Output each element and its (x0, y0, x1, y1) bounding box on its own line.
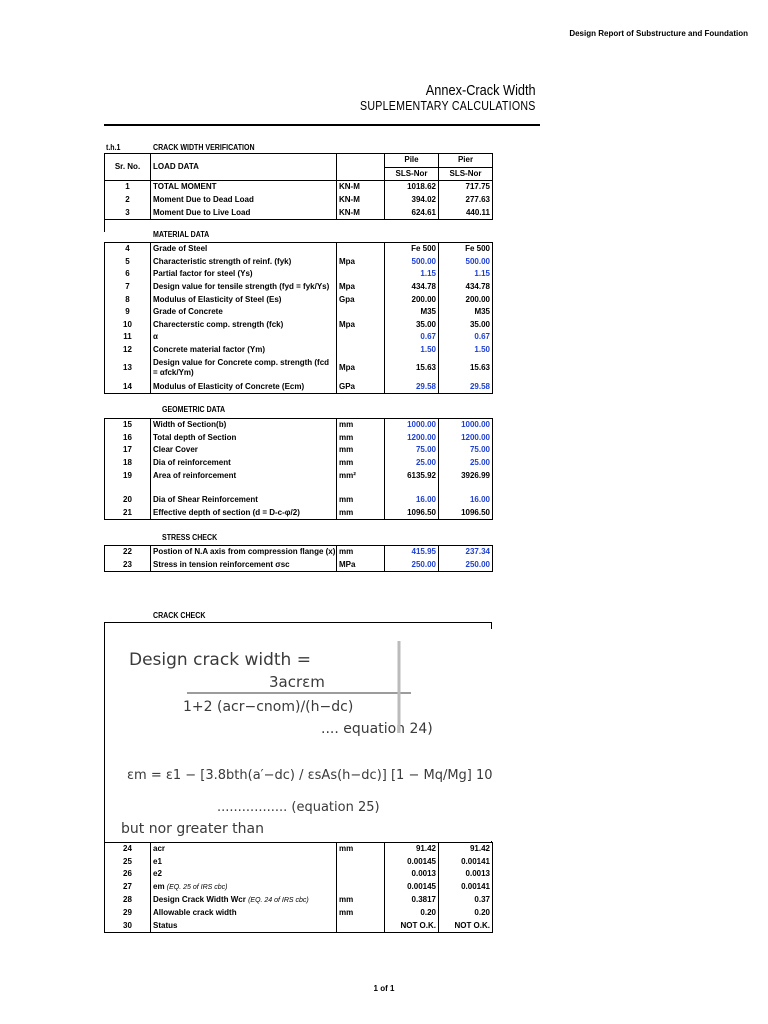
col-pile-subheader: SLS-Nor (385, 167, 439, 181)
report-header: Design Report of Substructure and Foundation (569, 29, 748, 38)
row-unit: mm (337, 546, 385, 559)
pier-value: Fe 500 (439, 243, 493, 256)
col-sr-header: Sr. No. (105, 154, 151, 181)
row-description (151, 356, 337, 380)
pier-value: 35.00 (439, 319, 493, 332)
pile-value: 415.95 (385, 546, 439, 559)
table-row (105, 194, 493, 207)
row-number: 22 (105, 546, 151, 559)
stress-check-title: STRESS CHECK (162, 533, 218, 542)
row-description (151, 444, 337, 457)
pile-value: 624.61 (385, 206, 439, 219)
pier-value: M35 (439, 306, 493, 319)
row-unit: mm (337, 494, 385, 507)
table-row (105, 344, 493, 357)
pile-value: 6135.92 (385, 469, 439, 482)
row-description-text: Dia of Shear Reinforcement (153, 495, 258, 505)
pier-value: 237.34 (439, 546, 493, 559)
pier-value: 1.15 (439, 268, 493, 281)
row-description (151, 344, 337, 357)
pier-value: 0.00141 (439, 881, 493, 894)
material-data-table (104, 242, 493, 394)
pile-value: 91.42 (385, 843, 439, 856)
row-number: 1 (105, 181, 151, 194)
row-description-text: Stress in tension reinforcement σsc (153, 559, 290, 569)
spacer-cell (337, 482, 385, 494)
row-description (151, 881, 337, 894)
stress-check-table (104, 545, 493, 572)
pier-value: 717.75 (439, 181, 493, 194)
table-row (105, 356, 493, 380)
row-description-text: α (153, 332, 158, 342)
row-description (151, 856, 337, 869)
crack-check-title: CRACK CHECK (153, 611, 206, 620)
spacer-row (105, 482, 493, 494)
row-description (151, 894, 337, 907)
row-number: 14 (105, 380, 151, 393)
pier-value: 434.78 (439, 281, 493, 294)
row-description-text: Effective depth of section (d = D-c-φ/2) (153, 507, 300, 517)
table-row (105, 868, 493, 881)
row-description (151, 306, 337, 319)
pile-value: 1096.50 (385, 507, 439, 520)
row-description (151, 457, 337, 470)
row-description-text: Design Crack Width Wcr (153, 894, 246, 904)
pier-value: 0.20 (439, 907, 493, 920)
row-description (151, 469, 337, 482)
row-number: 27 (105, 881, 151, 894)
table-row (105, 507, 493, 520)
row-number: 8 (105, 293, 151, 306)
row-number: 28 (105, 894, 151, 907)
pier-value: 0.37 (439, 894, 493, 907)
pile-value: M35 (385, 306, 439, 319)
row-description (151, 256, 337, 269)
row-unit (337, 243, 385, 256)
formula-line1: Design crack width = (129, 650, 311, 670)
row-number: 15 (105, 419, 151, 432)
title-block (329, 82, 536, 113)
table-row (105, 281, 493, 294)
col-pier-header: Pier (439, 154, 493, 168)
row-unit (337, 868, 385, 881)
row-unit: Mpa (337, 281, 385, 294)
pile-value: 434.78 (385, 281, 439, 294)
formula-numerator: 3acrεm (269, 673, 325, 691)
row-description-text: e2 (153, 869, 162, 879)
table-row (105, 268, 493, 281)
epsilon-m-formula: εm = ε1 − [3.8bth(a′−dc) / εsAs(h−dc)] [1 − Mq/Mg] 10⁻⁹. (127, 768, 493, 783)
row-unit: mm (337, 907, 385, 920)
table-row (105, 380, 493, 393)
pier-value: 250.00 (439, 559, 493, 572)
row-description (151, 281, 337, 294)
table-row (105, 256, 493, 269)
pier-value: 91.42 (439, 843, 493, 856)
row-description-text: Width of Section(b) (153, 420, 227, 430)
row-unit: Gpa (337, 293, 385, 306)
row-description-text: em (153, 881, 165, 891)
table-row (105, 306, 493, 319)
pier-value: 16.00 (439, 494, 493, 507)
row-description (151, 380, 337, 393)
row-description (151, 907, 337, 920)
table-row (105, 469, 493, 482)
row-unit: GPa (337, 380, 385, 393)
pile-value: 15.63 (385, 356, 439, 380)
row-unit: KN-M (337, 194, 385, 207)
row-description-text: Charecterstic comp. strength (fck) (153, 319, 284, 329)
title-rule (104, 124, 540, 126)
row-unit: Mpa (337, 319, 385, 332)
row-number: 9 (105, 306, 151, 319)
row-unit: mm (337, 432, 385, 445)
row-description (151, 432, 337, 445)
table-row (105, 419, 493, 432)
pier-value: 1096.50 (439, 507, 493, 520)
pile-value: 16.00 (385, 494, 439, 507)
pier-value: 200.00 (439, 293, 493, 306)
row-unit (337, 856, 385, 869)
pier-value: 3926.99 (439, 469, 493, 482)
geometric-data-title: GEOMETRIC DATA (162, 405, 226, 414)
row-number: 13 (105, 356, 151, 380)
row-unit: mm² (337, 469, 385, 482)
formula-box (104, 622, 492, 843)
row-description-text: Clear Cover (153, 445, 198, 455)
table-row (105, 432, 493, 445)
row-number: 10 (105, 319, 151, 332)
equation-24-ref: .... equation 24) (321, 721, 433, 737)
row-description-text: Grade of Concrete (153, 307, 223, 317)
row-number: 12 (105, 344, 151, 357)
row-number: 11 (105, 331, 151, 344)
row-number: 25 (105, 856, 151, 869)
row-number: 16 (105, 432, 151, 445)
pier-value: 29.58 (439, 380, 493, 393)
row-description-text: TOTAL MOMENT (153, 182, 217, 192)
pile-value: 250.00 (385, 559, 439, 572)
pier-value: 0.67 (439, 331, 493, 344)
pile-value: 0.20 (385, 907, 439, 920)
table-row (105, 243, 493, 256)
row-description (151, 331, 337, 344)
table-row (105, 494, 493, 507)
row-number: 6 (105, 268, 151, 281)
table-row (105, 856, 493, 869)
row-unit (337, 268, 385, 281)
row-number: 20 (105, 494, 151, 507)
crack-check-table (104, 842, 493, 933)
pile-value: 1.50 (385, 344, 439, 357)
row-description (151, 494, 337, 507)
row-number: 17 (105, 444, 151, 457)
spacer-cell (385, 482, 439, 494)
col-load-data-header: LOAD DATA (151, 154, 337, 181)
pile-value: 0.67 (385, 331, 439, 344)
row-number: 2 (105, 194, 151, 207)
row-description-text: acr (153, 844, 166, 854)
row-description (151, 559, 337, 572)
page-title: Annex-Crack Width (426, 82, 536, 99)
row-note: (EQ. 24 of IRS cbc) (248, 896, 309, 904)
table-row (105, 894, 493, 907)
pile-value: 75.00 (385, 444, 439, 457)
row-description-text: Design value for tensile strength (fyd = fyk/Ys) (153, 282, 330, 292)
pier-value: 1000.00 (439, 419, 493, 432)
row-number: 26 (105, 868, 151, 881)
row-number: 19 (105, 469, 151, 482)
spacer-cell (151, 482, 337, 494)
pile-value: Fe 500 (385, 243, 439, 256)
pile-value: 1200.00 (385, 432, 439, 445)
spacer-cell (105, 482, 151, 494)
row-unit: Mpa (337, 256, 385, 269)
equation-25-ref: ................. (equation 25) (217, 800, 380, 815)
row-unit: mm (337, 419, 385, 432)
table-row (105, 331, 493, 344)
row-description (151, 419, 337, 432)
table-row (105, 457, 493, 470)
pile-value: 0.0013 (385, 868, 439, 881)
pile-value: 200.00 (385, 293, 439, 306)
row-unit: mm (337, 843, 385, 856)
row-unit: mm (337, 507, 385, 520)
row-description-text: Modulus of Elasticity of Concrete (Ecm) (153, 381, 305, 391)
row-description-text: Moment Due to Live Load (153, 207, 251, 217)
formula-graphic (121, 629, 493, 841)
col-unit-header (337, 154, 385, 181)
pile-value: 500.00 (385, 256, 439, 269)
row-description-text: Characteristic strength of reinf. (fyk) (153, 256, 292, 266)
table-row (105, 843, 493, 856)
pier-value: 0.0013 (439, 868, 493, 881)
row-description (151, 194, 337, 207)
row-unit (337, 344, 385, 357)
pile-value: 29.58 (385, 380, 439, 393)
row-unit (337, 919, 385, 932)
pile-value: 0.3817 (385, 894, 439, 907)
row-unit (337, 881, 385, 894)
table-row (105, 293, 493, 306)
row-unit: mm (337, 444, 385, 457)
pile-value: 1018.62 (385, 181, 439, 194)
pile-value: 394.02 (385, 194, 439, 207)
section-title: CRACK WIDTH VERIFICATION (153, 143, 255, 152)
row-description-text: Allowable crack width (153, 908, 237, 918)
formula-denominator: 1+2 (acr−cnom)/(h−dc) (183, 699, 354, 715)
row-unit: KN-M (337, 206, 385, 219)
row-description-text: Dia of reinforcement (153, 458, 231, 468)
section-ref: t.h.1 (106, 143, 121, 152)
row-description (151, 206, 337, 219)
material-data-title: MATERIAL DATA (153, 230, 210, 239)
row-description (151, 293, 337, 306)
row-description-text: e1 (153, 856, 162, 866)
pier-value: 277.63 (439, 194, 493, 207)
row-unit (337, 306, 385, 319)
pier-value: 15.63 (439, 356, 493, 380)
pier-value: NOT O.K. (439, 919, 493, 932)
row-description-text: Grade of Steel (153, 244, 208, 254)
pile-value: NOT O.K. (385, 919, 439, 932)
row-number: 21 (105, 507, 151, 520)
row-number: 3 (105, 206, 151, 219)
row-description (151, 268, 337, 281)
row-unit: mm (337, 457, 385, 470)
pier-value: 25.00 (439, 457, 493, 470)
row-number: 18 (105, 457, 151, 470)
row-description-text: Modulus of Elasticity of Steel (Es) (153, 294, 282, 304)
table-row (105, 559, 493, 572)
table-row (105, 881, 493, 894)
row-description (151, 319, 337, 332)
pile-value: 0.00145 (385, 881, 439, 894)
load-data-table (104, 153, 493, 220)
row-unit: mm (337, 894, 385, 907)
pile-value: 1.15 (385, 268, 439, 281)
table-row (105, 546, 493, 559)
table-row (105, 206, 493, 219)
row-unit: KN-M (337, 181, 385, 194)
page-subtitle: SUPLEMENTARY CALCULATIONS (360, 99, 536, 113)
row-description (151, 919, 337, 932)
pier-value: 500.00 (439, 256, 493, 269)
col-pier-subheader: SLS-Nor (439, 167, 493, 181)
pile-value: 1000.00 (385, 419, 439, 432)
row-description (151, 181, 337, 194)
table-row (105, 907, 493, 920)
row-description-text: Concrete material factor (Ym) (153, 345, 266, 355)
page-number: 1 of 1 (373, 984, 395, 993)
row-number: 24 (105, 843, 151, 856)
formula-footer: but nor greater than (121, 821, 264, 837)
row-description-text: Status (153, 920, 178, 930)
row-description-text: Design value for Concrete comp. strength (fcd = αfck/Ym) (153, 358, 330, 378)
row-note: (EQ. 25 of IRS cbc) (166, 883, 228, 891)
row-number: 5 (105, 256, 151, 269)
row-description-text: Postion of N.A axis from compression flange (x) (153, 547, 336, 557)
divider (104, 218, 105, 232)
geometric-data-table (104, 418, 493, 520)
row-number: 7 (105, 281, 151, 294)
row-number: 30 (105, 919, 151, 932)
pile-value: 25.00 (385, 457, 439, 470)
col-pile-header: Pile (385, 154, 439, 168)
row-unit (337, 331, 385, 344)
table-row (105, 444, 493, 457)
table-row (105, 181, 493, 194)
pier-value: 1200.00 (439, 432, 493, 445)
pile-value: 0.00145 (385, 856, 439, 869)
row-description (151, 546, 337, 559)
row-number: 4 (105, 243, 151, 256)
crack-width-formula (121, 629, 493, 841)
pier-value: 440.11 (439, 206, 493, 219)
row-number: 29 (105, 907, 151, 920)
row-description (151, 843, 337, 856)
row-description (151, 243, 337, 256)
pier-value: 1.50 (439, 344, 493, 357)
pier-value: 75.00 (439, 444, 493, 457)
row-unit: MPa (337, 559, 385, 572)
row-description (151, 868, 337, 881)
spacer-cell (439, 482, 493, 494)
row-number: 23 (105, 559, 151, 572)
row-description-text: Partial factor for steel (Ys) (153, 269, 253, 279)
pile-value: 35.00 (385, 319, 439, 332)
row-description (151, 507, 337, 520)
table-row (105, 919, 493, 932)
pier-value: 0.00141 (439, 856, 493, 869)
row-unit: Mpa (337, 356, 385, 380)
row-description-text: Area of reinforcement (153, 470, 237, 480)
table-row (105, 319, 493, 332)
row-description-text: Total depth of Section (153, 432, 237, 442)
row-description-text: Moment Due to Dead Load (153, 195, 254, 205)
